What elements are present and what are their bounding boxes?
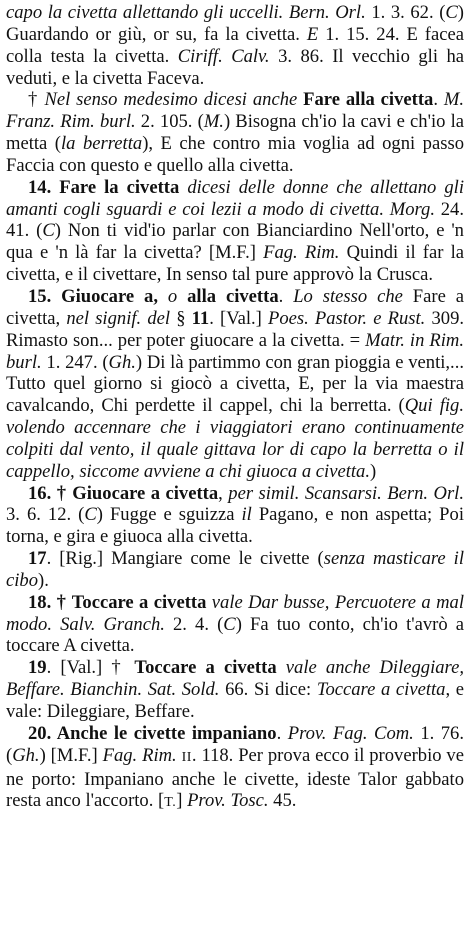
italic-text: Poes. Pastor. e Rust. (267, 307, 426, 329)
text-run: ) Fa tuo conto, ch'io t'avrò a toccare A civetta. (6, 613, 464, 657)
text-run: . [Rig.] Mangiare come le civette ( (46, 548, 324, 570)
italic-text: capo la civetta allettando gli uccelli. Bern. Orl. (6, 2, 366, 23)
text-run: 2. 105. ( (135, 111, 204, 133)
headword: 20. Anche le civette impaniano (28, 722, 277, 744)
text-run: Pagano, e non aspetta; Poi torna, e gira e giuoca alla civetta. (6, 504, 464, 548)
text-run: ). (38, 569, 49, 591)
italic-text: Nel senso medesimo dicesi anche (44, 89, 304, 111)
italic-text: Qui fig. volendo accennare che i viaggiatori erano continuamente colpiti dal vento, il quale gittava lor di capo la berretta o il cappello, siccome avviene a chi giuoca a civetta. (6, 395, 464, 482)
italic-text: Prov. Fag. Com. (287, 722, 414, 744)
italic-text: Fag. Rim. (102, 744, 177, 766)
headword: Toccare a civetta (134, 657, 277, 679)
text-run: 1. 247. ( (41, 351, 109, 373)
italic-text: M. (203, 111, 224, 133)
text-run: 1. 76. ( (6, 722, 465, 766)
italic-text: nel signif. del (66, 307, 171, 329)
text-run: ) Non ti vid'io parlar con Bianciardino Nell'orto, e 'n qua e 'n là far la civetta? [M.F.] (6, 220, 464, 264)
italic-text: C (223, 613, 236, 635)
entry-paragraph-p-cont (6, 2, 464, 89)
italic-text: Gh. (12, 744, 40, 766)
text-run: . (276, 722, 288, 744)
italic-text: C (445, 2, 458, 23)
text-run: ] (176, 790, 188, 812)
text-run: , e vale: Dileggiare, Beffare. (6, 679, 464, 722)
entry-paragraph-p-14 (6, 177, 464, 286)
headword: 19 (28, 657, 47, 679)
entry-paragraph-p-20 (6, 723, 464, 814)
text-run: ) Bisogna ch'io la cavi e ch'io la metta ( (6, 111, 464, 155)
italic-text: Ciriff. Calv. (177, 45, 270, 67)
headword: 16. † Giuocare a civetta (28, 482, 219, 504)
text-run: II (181, 749, 192, 765)
italic-text: dicesi delle donne che allettano gli amanti cogli sguardi e coi lezii a modo di civetta. Morg. (6, 176, 465, 220)
text-run: T. (164, 795, 177, 811)
text-run: 3. 86. Il vecchio gli ha veduti, e la civetta Faceva. (6, 45, 465, 89)
text-run: 2. 4. ( (164, 613, 224, 635)
text-run: ) [M.F.] (39, 744, 103, 766)
italic-text: C (42, 220, 55, 242)
headword: 14. Fare la civetta (28, 176, 180, 198)
text-run: ) Fugge e sguizza (96, 504, 242, 526)
headword: Fare alla civetta (303, 89, 434, 111)
entry-paragraph-p-16 (6, 483, 464, 549)
text-run: . (433, 89, 444, 111)
italic-text: Prov. Tosc. (187, 790, 269, 812)
text-run: , (218, 482, 229, 504)
italic-text: Fag. Rim. (263, 242, 340, 264)
text-run: 1. 15. 24. E facea colla testa la civetta. (6, 23, 464, 67)
text-run: . [Val.] (209, 307, 268, 329)
text-run: . [Val.] † (46, 657, 135, 679)
text-run: 1. 3. 62. ( (365, 2, 446, 23)
italic-text: M. Franz. Rim. burl. (6, 89, 465, 133)
text-run: ) Di là partimmo con gran pioggia e venti,... Tutto quel giorno si giocò a civetta, E, per la via maestra cavalcando, Chi perdette il cappel, chi la berretta. ( (6, 351, 464, 417)
italic-text: la berretta (61, 133, 143, 155)
entry-paragraph-p-15 (6, 286, 464, 483)
text-run: Quindi il far la civetta, e il civettare, In senso tal pure approvò la Crusca. (6, 242, 464, 286)
italic-text: Matr. in Rim. burl. (6, 329, 464, 373)
entry-paragraph-p-17 (6, 548, 464, 592)
italic-text: vale Dar busse, Percuotere a mal modo. Salv. Granch. (6, 591, 464, 635)
text-run: 3. 6. 12. ( (6, 504, 85, 526)
italic-text: vale anche Dileggiare, Beffare. Bianchin. Sat. Sold. (6, 657, 464, 701)
text-run: . (278, 285, 294, 307)
headword: 11 (191, 307, 210, 329)
italic-text: C (84, 504, 97, 526)
text-run: 309. Rimasto son... per poter giuocare a la civetta. = (6, 307, 465, 351)
text-run: ) Guardando or giù, or su, fa la civetta. (6, 2, 464, 45)
text-run: 24. 41. ( (6, 198, 464, 242)
italic-text: senza masticare il cibo (6, 548, 464, 591)
text-run: 66. Si dice: (219, 679, 317, 701)
headword: 17 (28, 548, 47, 570)
text-run: 45. (268, 790, 297, 812)
italic-text: o (158, 285, 188, 307)
italic-text: Lo stesso che (293, 285, 403, 307)
headword: 15. Giuocare a, (28, 285, 158, 307)
italic-text: Toccare a civetta (316, 679, 446, 701)
entry-paragraph-p-19 (6, 657, 464, 723)
italic-text: E (306, 23, 319, 45)
text-run: . 118. Per prova ecco il proverbio ve ne porto: Impaniano anche le civette, ideste Talor gabbato resta anco l'accorto. [ (6, 744, 464, 812)
text-run: ), E che contro mia voglia ad ogni passo Faccia con questo e quello alla civetta. (6, 133, 464, 176)
entry-paragraph-p-18 (6, 592, 464, 658)
italic-text: il (241, 504, 252, 526)
headword: 18. † Toccare a civetta (28, 591, 207, 613)
entry-paragraph-p-senso (6, 89, 464, 176)
text-run: § (170, 307, 192, 329)
text-run: Fare a civetta, (6, 285, 464, 329)
text-run: † (28, 89, 45, 111)
headword: alla civetta (187, 285, 279, 307)
italic-text: per simil. Scansarsi. Bern. Orl. (228, 482, 464, 504)
text-run: ) (370, 460, 377, 482)
italic-text: Gh. (108, 351, 136, 373)
